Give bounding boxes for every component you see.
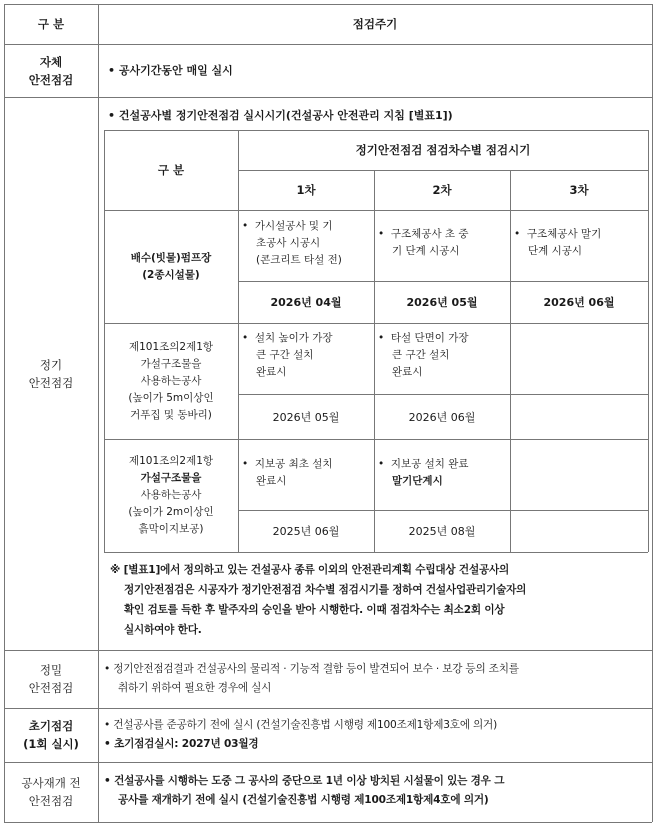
inner-col-2: 2차 [432,183,452,197]
self-inspection-label-2: 안전점검 [28,72,74,87]
regular-inspection-note [110,560,648,640]
row2-cell-2 [378,330,508,381]
row2-c2-l1: 타설 단면이 가장 [390,332,469,344]
row3-label-1: 제101조의2제1항 [128,455,214,467]
row1-c2-l2: 기 단계 시공시 [392,245,460,257]
row2-c1-l2: 큰 구간 설치 [256,349,314,361]
row2-label-5: 거푸집 및 동바리) [130,408,212,421]
bullet: • [242,220,255,232]
self-inspection-label [4,44,98,97]
row2-date-1: 2026년 05월 [272,410,340,424]
row2-cell-1 [242,330,372,381]
regular-inspection-intro-text: 건설공사별 정기안전점검 실시시기(건설공사 안전관리 지침 [별표1]) [118,109,453,122]
row1-c1-l3: (콘크리트 타설 전) [256,254,342,266]
initial-inspection-text [104,716,650,754]
detail-label-1: 정밀 [39,663,63,677]
resume-text-2: 공사를 재개하기 전에 실시 (건설기술진흥법 시행령 제100조제1항제4호에 의거) [118,794,489,806]
initial-text-1: 건설공사를 준공하기 전에 실시 (건설기술진흥법 시행령 제100조제1항제3호에 의거) [113,719,498,731]
row1-cell-2 [378,226,508,260]
initial-text-2: 초기점검실시: 2027년 03월경 [114,738,259,750]
row1-cell-3 [514,226,646,260]
detail-label-2: 안전점검 [28,681,74,695]
bullet: • [514,228,527,240]
row3-label-2: 가설구조물을 [140,472,202,484]
regular-inspection-label-1: 정기 [39,357,63,372]
row3-c2-l1: 지보공 설치 완료 [390,458,469,470]
row3-cell-1 [242,456,372,490]
bullet: • [242,332,255,344]
row1-cell-1 [242,218,372,269]
header-period: 점검주기 [352,17,398,31]
row1-label-1: 배수(빗물)펌프장 [130,251,212,264]
bullet: • [378,458,391,470]
resume-label-1: 공사재개 전 [21,776,81,790]
bullet: • [104,719,114,731]
row2-label-3: 사용하는공사 [140,374,202,387]
bullet: • [104,775,115,787]
initial-label-1: 초기점검 [28,719,74,733]
row2-label-2: 가설구조물을 [140,357,202,370]
resume-inspection-label [4,762,98,822]
row3-label-3: 사용하는공사 [140,489,202,501]
row2-date-2: 2026년 06월 [408,410,476,424]
row3-date-1: 2025년 06월 [272,525,340,538]
inner-group-header: 정기안전점검 점검차수별 점검시기 [355,143,531,157]
row3-c1-l1: 지보공 최초 설치 [254,458,333,470]
inner-corner-label: 구 분 [157,163,185,177]
note-line-2: 정기안전점검은 시공자가 정기안전점검 차수별 점검시기를 정하여 건설사업관리기술자의 [124,584,527,596]
regular-inspection-label [4,97,98,650]
row1-label-2: (2종시설물) [142,268,200,281]
self-inspection-label-1: 자체 [39,54,63,69]
note-line-1: ※ [별표1]에서 정의하고 있는 건설공사 종류 이외의 안전관리계획 수립대상 건설공사의 [110,564,510,576]
row1-date-1: 2026년 04월 [270,296,342,309]
row3-date-2: 2025년 08월 [408,525,476,538]
row2-c1-l1: 설치 높이가 가장 [254,332,333,344]
detail-inspection-text [104,660,650,698]
note-line-3: 확인 검토를 득한 후 발주자의 승인을 받아 시행한다. 이때 점검차수는 최소2회 이상 [124,604,505,616]
row3-label-5: 흙막이지보공) [138,523,204,535]
bullet: • [108,109,119,122]
row3-label-4: (높이가 2m이상인 [128,506,214,518]
row2-c1-l3: 완료시 [256,366,287,378]
note-line-4: 실시하여야 한다. [124,624,202,636]
row1-date-2: 2026년 05월 [406,296,478,309]
row1-c2-l1: 구조체공사 초 중 [390,228,469,240]
detail-text-1: 정기안전점검결과 건설공사의 물리적 · 기능적 결함 등이 발견되어 보수 · 보강 등의 조치를 [113,663,519,675]
self-inspection-value: 공사기간동안 매일 실시 [118,64,233,77]
bullet: • [104,738,115,750]
bullet: • [108,64,119,77]
row3-c2-l2: 말기단계시 [392,475,443,487]
inner-row-3-label [104,439,238,552]
inner-col-3: 3차 [569,183,589,197]
row1-c1-l1: 가시설공사 및 기 [254,220,333,232]
initial-inspection-label [4,708,98,762]
row3-c1-l2: 완료시 [256,475,287,487]
bullet: • [242,458,255,470]
resume-label-2: 안전점검 [28,794,74,808]
bullet: • [378,228,391,240]
row1-date-3: 2026년 06월 [543,296,615,309]
inner-row-2-label [104,323,238,439]
initial-label-2: (1회 실시) [23,737,79,751]
row1-c3-l2: 단계 시공시 [528,245,583,257]
row2-c2-l2: 큰 구간 설치 [392,349,450,361]
resume-inspection-text [104,772,650,810]
row2-label-4: (높이가 5m이상인 [128,391,214,404]
detail-inspection-label [4,650,98,708]
header-category: 구 분 [37,17,65,31]
self-inspection-text [108,62,233,79]
row2-label-1: 제101조의2제1항 [128,340,214,353]
inner-col-1: 1차 [296,183,316,197]
row1-c1-l2: 초공사 시공시 [256,237,321,249]
row3-cell-2 [378,456,508,490]
row2-c2-l3: 완료시 [392,366,423,378]
detail-text-2: 취하기 위하여 필요한 경우에 실시 [118,682,272,694]
inner-row-1-label [104,210,238,323]
bullet: • [104,663,114,675]
bullet: • [378,332,391,344]
regular-inspection-label-2: 안전점검 [28,375,74,390]
regular-inspection-intro [108,107,453,124]
resume-text-1: 건설공사를 시행하는 도중 그 공사의 중단으로 1년 이상 방치된 시설물이 있는 경우 그 [114,775,505,787]
row1-c3-l1: 구조체공사 말기 [526,228,602,240]
